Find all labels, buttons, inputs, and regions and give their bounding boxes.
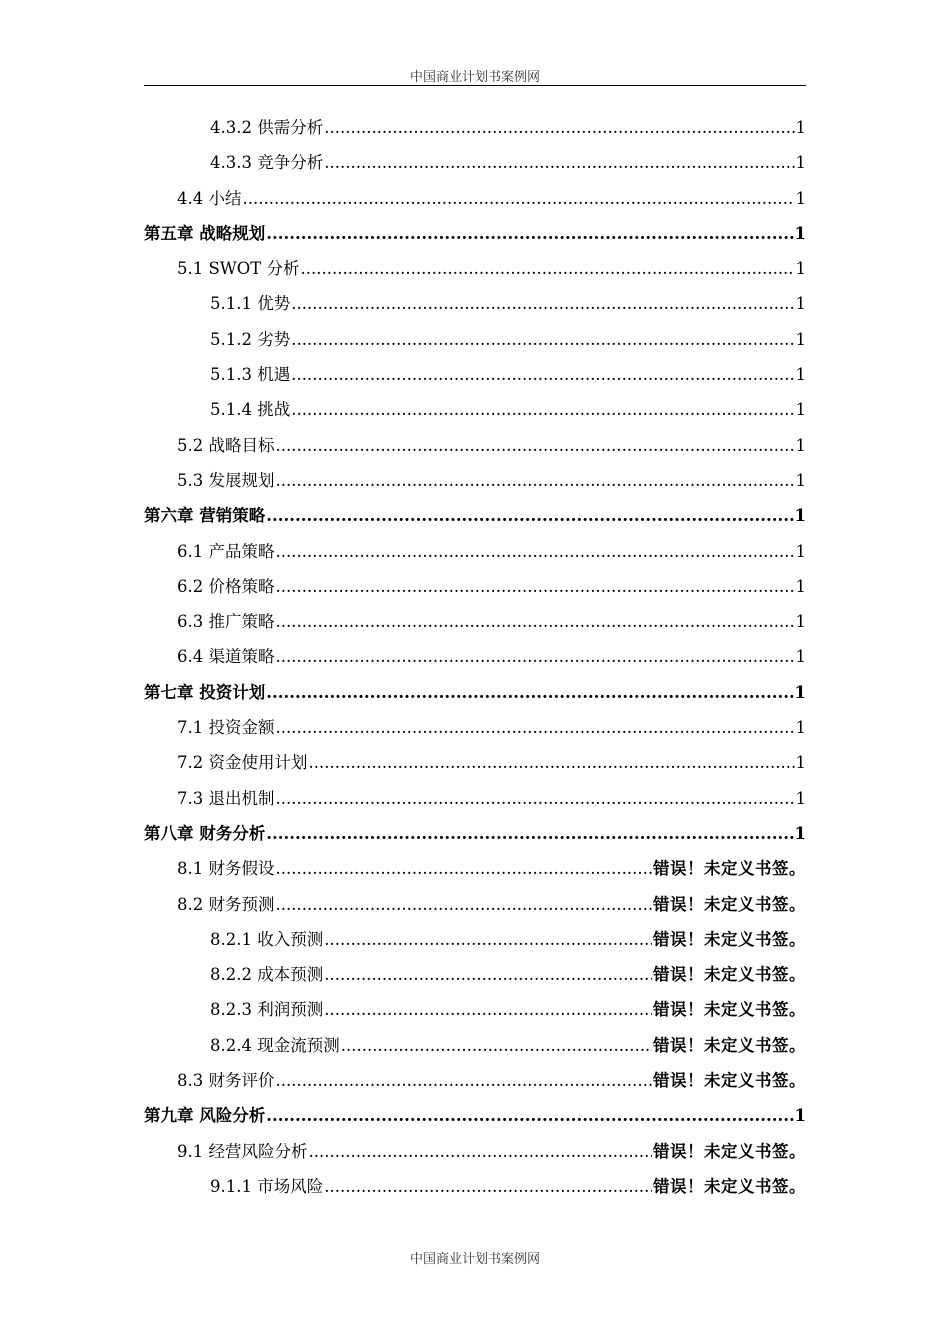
toc-dot-leader (324, 110, 794, 145)
toc-entry-title: 4.4 小结 (177, 188, 242, 208)
toc-entry-page: 1 (794, 506, 806, 526)
toc-entry-page: 错误！未定义书签。 (653, 1035, 806, 1055)
toc-entry-title: 6.1 产品策略 (177, 541, 275, 561)
toc-entry[interactable] (144, 181, 806, 216)
toc-entry-title: 5.1.1 优势 (210, 294, 291, 314)
toc-entry-title: 7.3 退出机制 (177, 788, 275, 808)
toc-entry-title: 第八章 财务分析 (144, 823, 266, 843)
toc-entry[interactable] (144, 1028, 806, 1063)
toc-dot-leader (276, 604, 795, 639)
toc-dot-leader (266, 1098, 793, 1133)
toc-entry-page: 1 (794, 823, 806, 843)
toc-entry[interactable] (144, 851, 806, 886)
toc-entry-page: 1 (795, 188, 806, 208)
toc-entry[interactable] (144, 251, 806, 286)
toc-entry-title: 8.2.3 利润预测 (210, 1000, 324, 1020)
toc-entry-page: 1 (795, 365, 806, 385)
toc-entry-page: 1 (795, 788, 806, 808)
toc-entry-title: 5.1.4 挑战 (210, 400, 291, 420)
toc-entry[interactable] (144, 286, 806, 321)
toc-dot-leader (341, 1028, 652, 1063)
toc-entry-page: 错误！未定义书签。 (653, 1176, 806, 1196)
toc-entry[interactable] (144, 1098, 806, 1133)
toc-entry-page: 1 (795, 647, 806, 667)
toc-entry-page: 1 (795, 400, 806, 420)
toc-entry-title: 8.2.2 成本预测 (210, 965, 324, 985)
toc-dot-leader (276, 887, 653, 922)
toc-entry-page: 错误！未定义书签。 (653, 929, 806, 949)
toc-entry[interactable] (144, 887, 806, 922)
toc-entry-title: 6.4 渠道策略 (177, 647, 275, 667)
toc-entry-page: 1 (795, 259, 806, 279)
toc-dot-leader (276, 1063, 653, 1098)
toc-dot-leader (291, 357, 794, 392)
toc-dot-leader (324, 922, 652, 957)
toc-entry-title: 4.3.2 供需分析 (210, 118, 324, 137)
toc-dot-leader (291, 286, 794, 321)
toc-entry-title: 5.2 战略目标 (177, 435, 275, 455)
toc-entry[interactable] (144, 957, 806, 992)
toc-entry-title: 7.1 投资金额 (177, 718, 275, 738)
toc-entry[interactable] (144, 463, 806, 498)
toc-entry[interactable] (144, 1169, 806, 1204)
toc-entry[interactable] (144, 604, 806, 639)
table-of-contents (144, 110, 806, 1204)
page-header: 中国商业计划书案例网 (409, 70, 540, 85)
toc-entry-title: 8.2 财务预测 (177, 894, 275, 914)
toc-entry-title: 第九章 风险分析 (144, 1106, 266, 1126)
toc-entry-page: 错误！未定义书签。 (653, 1141, 806, 1161)
toc-entry-page: 1 (795, 153, 806, 173)
toc-entry-page: 错误！未定义书签。 (653, 1071, 806, 1091)
toc-entry[interactable] (144, 322, 806, 357)
toc-entry-title: 第七章 投资计划 (144, 682, 266, 702)
toc-entry-title: 9.1 经营风险分析 (177, 1141, 308, 1161)
toc-entry-title: 第六章 营销策略 (144, 506, 266, 526)
page-footer: 中国商业计划书案例网 (409, 1252, 540, 1267)
toc-dot-leader (276, 534, 795, 569)
toc-entry[interactable] (144, 1063, 806, 1098)
toc-entry[interactable] (144, 569, 806, 604)
toc-entry[interactable] (144, 710, 806, 745)
toc-entry-page: 1 (795, 329, 806, 349)
toc-entry-title: 第五章 战略规划 (144, 223, 266, 243)
toc-dot-leader (266, 216, 793, 251)
toc-entry-title: 8.2.1 收入预测 (210, 929, 324, 949)
toc-entry-page: 1 (795, 435, 806, 455)
toc-entry-page: 1 (794, 223, 806, 243)
toc-entry-page: 错误！未定义书签。 (653, 859, 806, 879)
toc-entry-page: 错误！未定义书签。 (653, 965, 806, 985)
toc-entry-title: 9.1.1 市场风险 (210, 1176, 324, 1196)
toc-dot-leader (291, 392, 794, 427)
toc-entry-title: 5.1.3 机遇 (210, 365, 291, 385)
toc-entry[interactable] (144, 392, 806, 427)
toc-dot-leader (309, 1134, 653, 1169)
toc-dot-leader (276, 428, 795, 463)
toc-entry-page: 1 (795, 718, 806, 738)
toc-entry[interactable] (144, 1134, 806, 1169)
toc-dot-leader (276, 463, 795, 498)
toc-entry[interactable] (144, 110, 806, 145)
toc-entry-page: 1 (795, 294, 806, 314)
toc-dot-leader (324, 957, 652, 992)
toc-entry-title: 5.1 SWOT 分析 (177, 259, 300, 279)
toc-dot-leader (266, 816, 793, 851)
toc-entry[interactable] (144, 675, 806, 710)
toc-entry-page: 1 (795, 612, 806, 632)
toc-entry[interactable] (144, 534, 806, 569)
toc-entry-title: 8.3 财务评价 (177, 1071, 275, 1091)
toc-dot-leader (324, 992, 652, 1027)
toc-entry-title: 6.2 价格策略 (177, 576, 275, 596)
toc-dot-leader (276, 851, 653, 886)
toc-entry[interactable] (144, 816, 806, 851)
toc-dot-leader (301, 251, 795, 286)
toc-entry-title: 5.1.2 劣势 (210, 329, 291, 349)
toc-entry-page: 1 (795, 576, 806, 596)
toc-entry-title: 8.1 财务假设 (177, 859, 275, 879)
toc-dot-leader (291, 322, 794, 357)
toc-entry[interactable] (144, 216, 806, 251)
toc-entry[interactable] (144, 145, 806, 180)
toc-entry-page: 1 (794, 1106, 806, 1126)
toc-entry-page: 1 (794, 682, 806, 702)
toc-entry[interactable] (144, 357, 806, 392)
toc-dot-leader (276, 781, 795, 816)
header-divider (144, 85, 806, 86)
toc-dot-leader (324, 145, 794, 180)
toc-entry-page: 错误！未定义书签。 (653, 1000, 806, 1020)
toc-entry[interactable] (144, 428, 806, 463)
toc-entry-page: 1 (795, 470, 806, 490)
toc-entry-page: 1 (795, 541, 806, 561)
toc-entry-title: 5.3 发展规划 (177, 470, 275, 490)
toc-entry[interactable] (144, 639, 806, 674)
toc-entry-title: 4.3.3 竞争分析 (210, 153, 324, 173)
toc-entry-page: 错误！未定义书签。 (653, 894, 806, 914)
toc-entry-title: 6.3 推广策略 (177, 612, 275, 632)
toc-entry-page: 1 (795, 753, 806, 773)
toc-entry-title: 8.2.4 现金流预测 (210, 1035, 340, 1055)
toc-dot-leader (266, 498, 793, 533)
toc-entry-page: 1 (795, 118, 806, 137)
toc-dot-leader (309, 745, 795, 780)
toc-dot-leader (276, 569, 795, 604)
toc-entry[interactable] (144, 992, 806, 1027)
toc-entry[interactable] (144, 745, 806, 780)
toc-entry[interactable] (144, 498, 806, 533)
toc-entry[interactable] (144, 781, 806, 816)
toc-dot-leader (276, 639, 795, 674)
toc-dot-leader (276, 710, 795, 745)
toc-dot-leader (266, 675, 793, 710)
toc-dot-leader (324, 1169, 652, 1204)
toc-entry[interactable] (144, 922, 806, 957)
toc-entry-title: 7.2 资金使用计划 (177, 753, 308, 773)
toc-dot-leader (243, 181, 795, 216)
